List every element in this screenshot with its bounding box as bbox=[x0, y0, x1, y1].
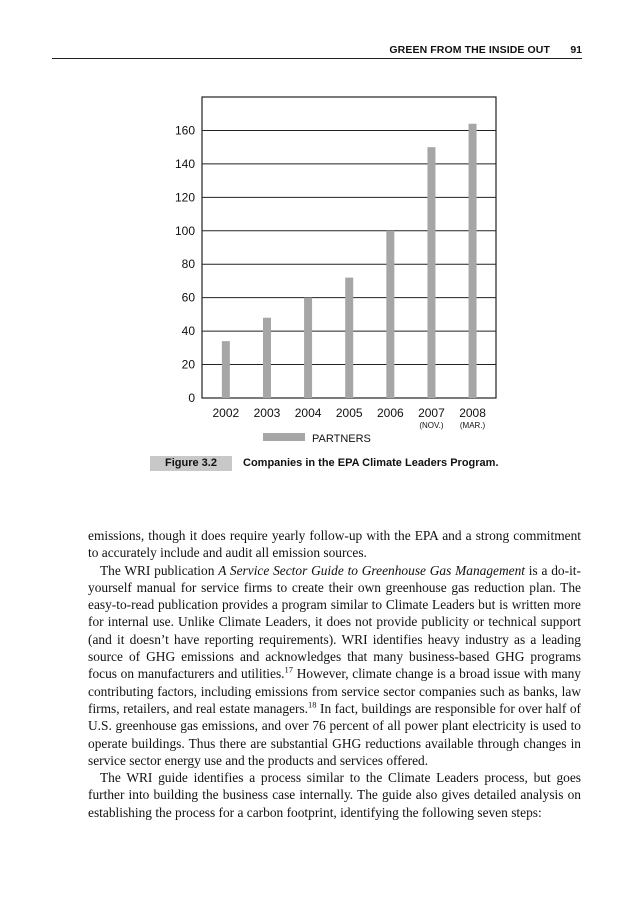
x-tick-label-2008: 2008 bbox=[459, 406, 486, 420]
y-tick-label-140: 140 bbox=[174, 156, 195, 171]
p2-part-b: However, climate change is a broad issue with many contributing factors, including emissions from service sector companies such as banks, law firms, retailers, and real estate managers. bbox=[88, 666, 581, 716]
figure-label: Figure 3.2 bbox=[150, 456, 232, 471]
y-tick-label-100: 100 bbox=[174, 223, 195, 238]
p2-part-a: is a do-it-yourself manual for service firms to create their own greenhouse gas reduction plan. The easy-to-read publication provides a program similar to Climate Leaders but is written more for internal use. Unlike Climate Leaders, it does not provide publicity or technical support (and it doesn’t have reporting requirements). WRI identifies heavy industry as a leading source of GHG emissions and acknowledges that many business-based GHG programs focus on manufacturers and utilities. bbox=[88, 562, 581, 682]
x-tick-sublabel-2007: (NOV.) bbox=[419, 421, 444, 430]
p2-part-c: In fact, buildings are responsible for over half of U.S. greenhouse gas emissions, and over 76 percent of all power plant electricity is used to operate buildings. Thus there are substantial GHG reductions available through changes in service sector energy use and the products and services offered. bbox=[88, 700, 581, 768]
y-tick-label-60: 60 bbox=[181, 290, 195, 305]
p2-intro: The WRI publication bbox=[100, 562, 219, 578]
y-tick-label-120: 120 bbox=[174, 190, 195, 205]
x-tick-label-2005: 2005 bbox=[335, 406, 363, 420]
paragraph-3: The WRI guide identifies a process similar to the Climate Leaders process, but goes further into building the business case internally. The guide also gives detailed analysis on establishing the process for a carbon footprint, identifying the following seven steps: bbox=[88, 770, 581, 820]
footnote-ref-18: 18 bbox=[308, 699, 317, 710]
y-tick-label-40: 40 bbox=[181, 324, 195, 339]
y-tick-label-80: 80 bbox=[181, 257, 195, 272]
page-number: 91 bbox=[570, 44, 582, 56]
paragraph-2 bbox=[88, 562, 581, 770]
y-tick-label-0: 0 bbox=[188, 391, 195, 405]
x-tick-label-2004: 2004 bbox=[294, 406, 322, 420]
paragraph-1: emissions, though it does require yearly follow-up with the EPA and a strong commitment to accurately include and audit all emission sources. bbox=[88, 528, 581, 561]
running-header-title: GREEN FROM THE INSIDE OUT bbox=[389, 44, 550, 56]
y-tick-label-160: 160 bbox=[174, 123, 195, 138]
bar-2002 bbox=[222, 341, 230, 398]
x-tick-sublabel-2008: (MAR.) bbox=[459, 421, 486, 430]
x-tick-label-2002: 2002 bbox=[212, 406, 240, 420]
bar-2007 bbox=[427, 147, 435, 398]
x-tick-label-2003: 2003 bbox=[253, 406, 281, 420]
figure-caption-text: Companies in the EPA Climate Leaders Program. bbox=[243, 457, 499, 469]
bar-2008 bbox=[469, 124, 477, 398]
bar-2003 bbox=[263, 318, 271, 398]
bar-2005 bbox=[345, 278, 353, 398]
x-tick-label-2006: 2006 bbox=[376, 406, 404, 420]
body-text bbox=[88, 527, 581, 821]
bar-2004 bbox=[304, 298, 312, 398]
legend-label: PARTNERS bbox=[312, 433, 371, 445]
legend-swatch bbox=[263, 433, 305, 441]
bar-2006 bbox=[386, 231, 394, 398]
publication-title: A Service Sector Guide to Greenhouse Gas Management bbox=[218, 562, 526, 578]
y-tick-label-20: 20 bbox=[181, 357, 195, 372]
footnote-ref-17: 17 bbox=[284, 664, 294, 675]
x-tick-label-2007: 2007 bbox=[418, 406, 445, 420]
